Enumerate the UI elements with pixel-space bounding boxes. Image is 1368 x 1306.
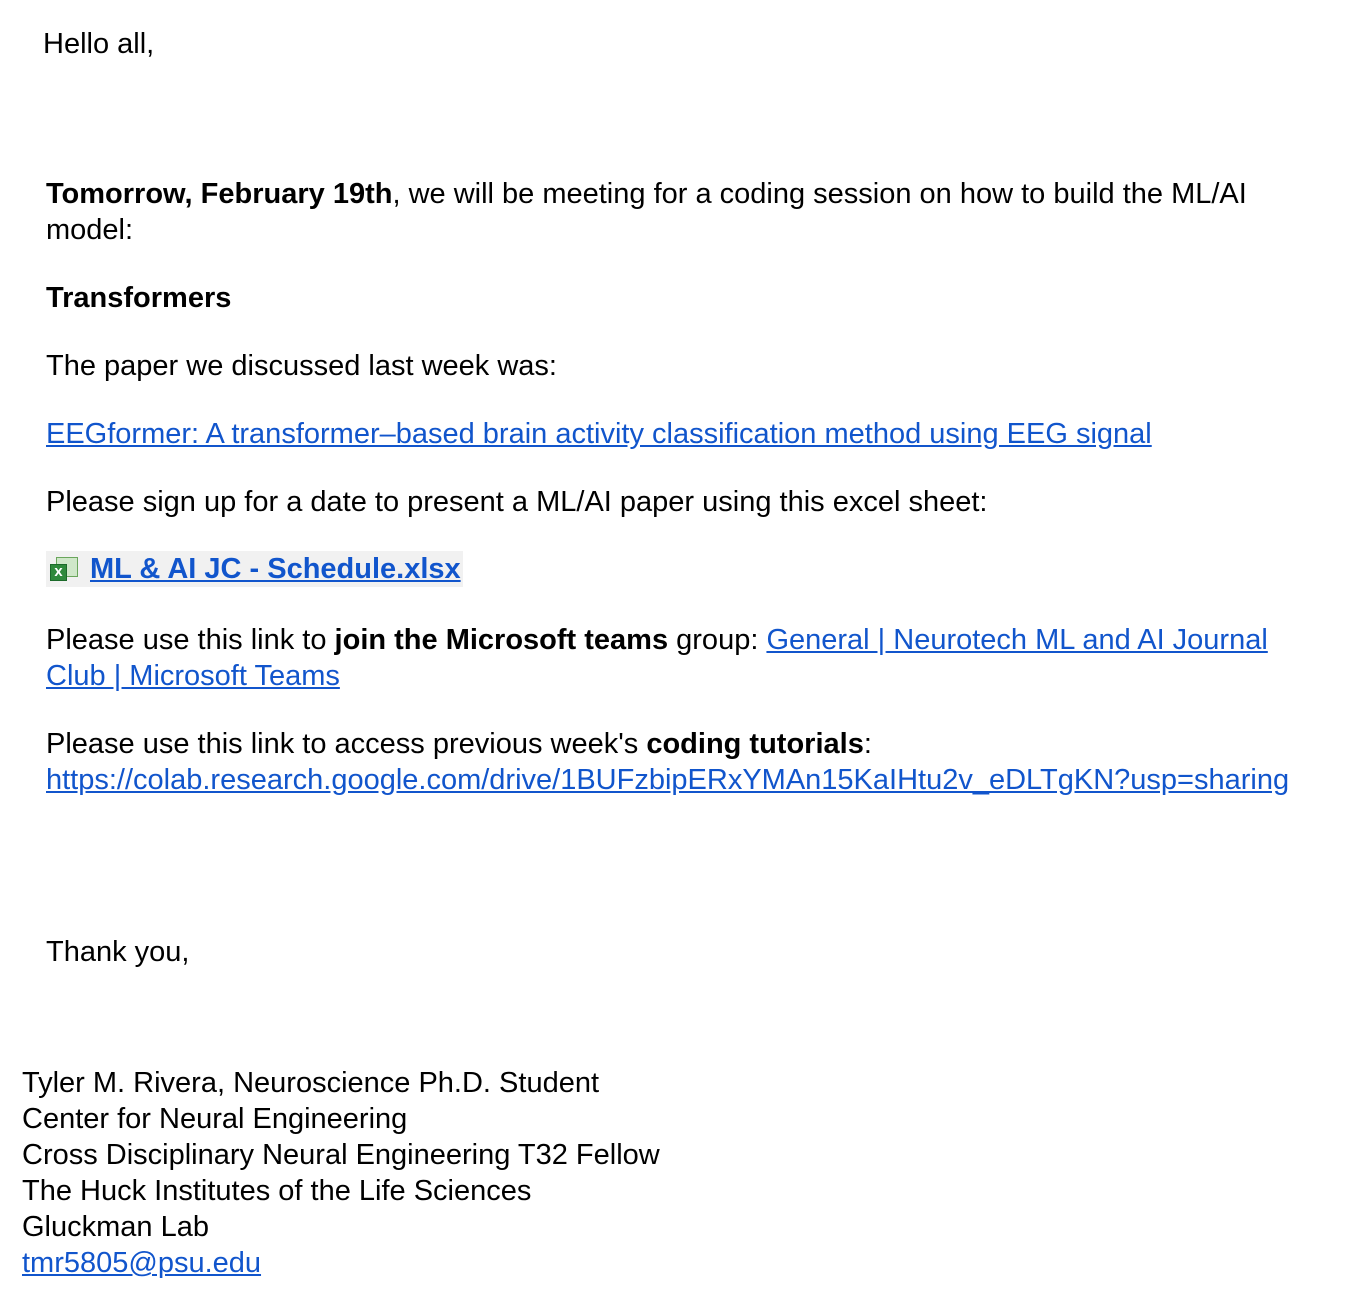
attachment-chip[interactable] (46, 551, 463, 587)
signature-fellowship: Cross Disciplinary Neural Engineering T32 Fellow (22, 1139, 660, 1171)
tutorials-paragraph (46, 726, 1326, 798)
meeting-date: Tomorrow, February 19th (46, 178, 393, 210)
teams-prefix: Please use this link to (46, 624, 335, 656)
signup-text: Please sign up for a date to present a ML/AI paper using this excel sheet: (46, 486, 988, 518)
teams-bold: join the Microsoft teams (334, 624, 669, 656)
closing: Thank you, (46, 936, 190, 968)
signature-block (22, 1065, 660, 1281)
signature-lab: Gluckman Lab (22, 1211, 209, 1243)
signature-institute: The Huck Institutes of the Life Sciences (22, 1175, 532, 1207)
colab-link[interactable]: https://colab.research.google.com/drive/1BUFzbipERxYMAn15KaIHtu2v_eDLTgKN?usp=sharing (46, 764, 1290, 796)
teams-link[interactable]: General | Neurotech ML and AI Journal Club | Microsoft Teams (46, 624, 1268, 692)
intro-text: , we will be meeting for a coding session on how to build the ML/AI model: (46, 178, 1247, 246)
paper-link[interactable]: EEGformer: A transformer–based brain activity classification method using EEG signal (46, 418, 1152, 450)
intro-paragraph (46, 176, 1306, 248)
tutorials-prefix: Please use this link to access previous week's (46, 728, 647, 760)
topic-heading: Transformers (46, 282, 232, 314)
paper-intro: The paper we discussed last week was: (46, 350, 557, 382)
greeting: Hello all, (43, 28, 155, 60)
excel-file-icon: X (48, 555, 78, 583)
tutorials-bold: coding tutorials (646, 728, 864, 760)
signature-name: Tyler M. Rivera, Neuroscience Ph.D. Student (22, 1067, 600, 1099)
teams-paragraph (46, 622, 1326, 694)
paper-link-row (46, 416, 1152, 452)
signature-email-link[interactable]: tmr5805@psu.edu (22, 1247, 262, 1279)
signature-center: Center for Neural Engineering (22, 1103, 408, 1135)
tutorials-suffix: : (863, 728, 872, 760)
teams-suffix: group: (668, 624, 767, 656)
attachment-link[interactable]: ML & AI JC - Schedule.xlsx (90, 553, 461, 585)
